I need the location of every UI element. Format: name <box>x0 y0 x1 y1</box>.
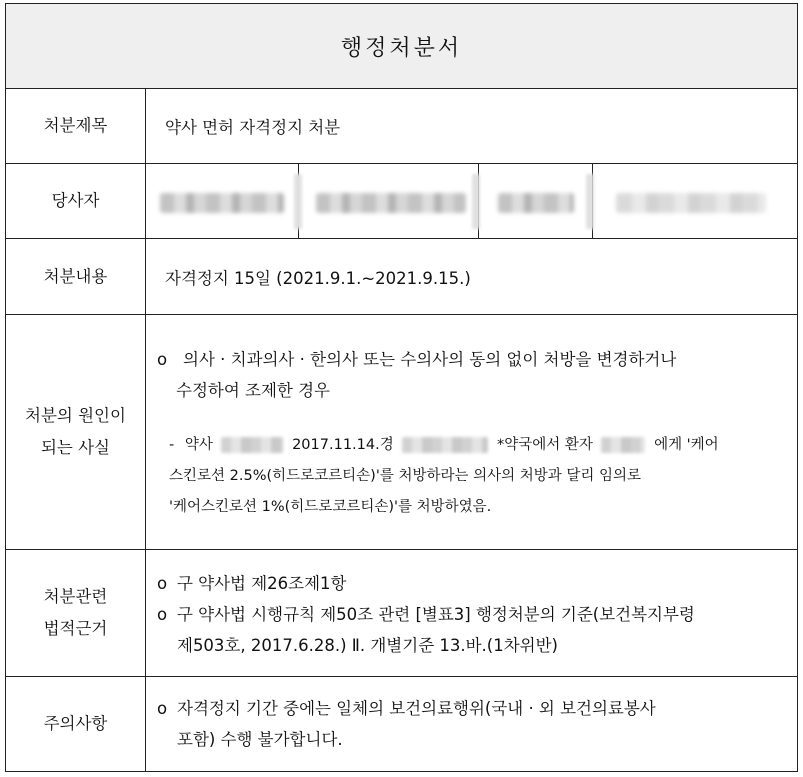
legal-item-1 <box>157 568 783 599</box>
redacted-pharmacist-name <box>221 437 283 453</box>
administrative-disposition-document <box>5 3 798 772</box>
legal-basis-list <box>157 568 783 661</box>
label-disposition-cause <box>6 315 146 549</box>
document-title: 행정처분서 <box>6 4 797 89</box>
disposition-subject-value: 약사 면허 자격정지 처분 <box>165 118 341 137</box>
legal-item-1-text: 구 약사법 제26조제1항 <box>177 574 347 593</box>
party-cell-name <box>146 164 299 238</box>
cause-main-text <box>157 344 783 406</box>
cause-sub-b: 2017.11.14.경 <box>292 437 394 453</box>
disposition-content-value: 자격정지 15일 (2021.9.1.~2021.9.15.) <box>165 268 471 288</box>
cause-sub-a: 약사 <box>184 437 213 453</box>
row-party <box>6 164 797 239</box>
cause-sub-line2: 스킨로션 2.5%(히드로코르티손)'를 처방하라는 의사의 처방과 달리 임의로 <box>169 468 641 484</box>
bullet-marker: o <box>157 699 168 718</box>
redacted-patient-name <box>601 437 645 453</box>
legal-item-2-line2: 제503호, 2017.6.28.) Ⅱ. 개별기준 13.바.(1차위반) <box>177 636 558 655</box>
notice-line2: 포함) 수행 불가합니다. <box>177 730 343 749</box>
redacted-pharmacy-name <box>402 437 488 453</box>
bullet-marker: o <box>157 574 168 593</box>
row-disposition-content <box>6 239 797 315</box>
cell-disposition-content <box>146 239 797 314</box>
cell-disposition-cause <box>146 315 797 549</box>
cause-sub-d: 에게 '케어 <box>654 437 719 453</box>
redacted-address <box>616 193 766 213</box>
row-legal-basis <box>6 550 797 677</box>
party-cell-license <box>298 164 479 238</box>
party-cell-pharmacy <box>478 164 593 238</box>
label-cause-line1: 처분의 원인이 <box>25 406 126 425</box>
cell-notice <box>146 677 797 771</box>
cell-legal-basis <box>146 550 797 676</box>
bullet-marker: o <box>157 350 168 369</box>
label-disposition-subject: 처분제목 <box>6 89 146 163</box>
label-law-line1: 처분관련 <box>43 587 108 606</box>
row-disposition-subject <box>6 89 797 164</box>
notice-line1: 자격정지 기간 중에는 일체의 보건의료행위(국내 · 외 보건의료봉사 <box>177 699 656 718</box>
bullet-marker: o <box>157 605 168 624</box>
label-law-line2: 법적근거 <box>43 619 108 638</box>
label-legal-basis <box>6 550 146 676</box>
cell-disposition-subject <box>146 89 797 163</box>
label-cause-line2: 되는 사실 <box>40 438 110 457</box>
cause-main-line1: 의사 · 치과의사 · 한의사 또는 수의사의 동의 없이 처방을 변경하거나 <box>183 350 677 369</box>
cell-party <box>146 164 797 238</box>
label-party: 당사자 <box>6 164 146 238</box>
label-disposition-content: 처분내용 <box>6 239 146 314</box>
redacted-name <box>160 193 284 213</box>
cause-sub-line3: '케어스킨로션 1%(히드로코르티손)'를 처방하였음. <box>169 499 492 515</box>
redacted-license <box>316 193 466 213</box>
label-notice: 주의사항 <box>6 677 146 771</box>
notice-text <box>157 693 783 755</box>
cause-main-line2: 수정하여 조제한 경우 <box>176 381 330 400</box>
row-notice <box>6 677 797 771</box>
cause-detail-text <box>169 430 783 523</box>
redaction-divider <box>586 174 594 229</box>
cause-sub-c: *약국에서 환자 <box>496 437 593 453</box>
row-disposition-cause <box>6 315 797 550</box>
cause-dash: - <box>169 437 175 453</box>
legal-item-2-line1: 구 약사법 시행규칙 제50조 관련 [별표3] 행정처분의 기준(보건복지부령 <box>177 605 695 624</box>
legal-item-2 <box>157 599 783 630</box>
redacted-pharmacy <box>498 193 574 213</box>
